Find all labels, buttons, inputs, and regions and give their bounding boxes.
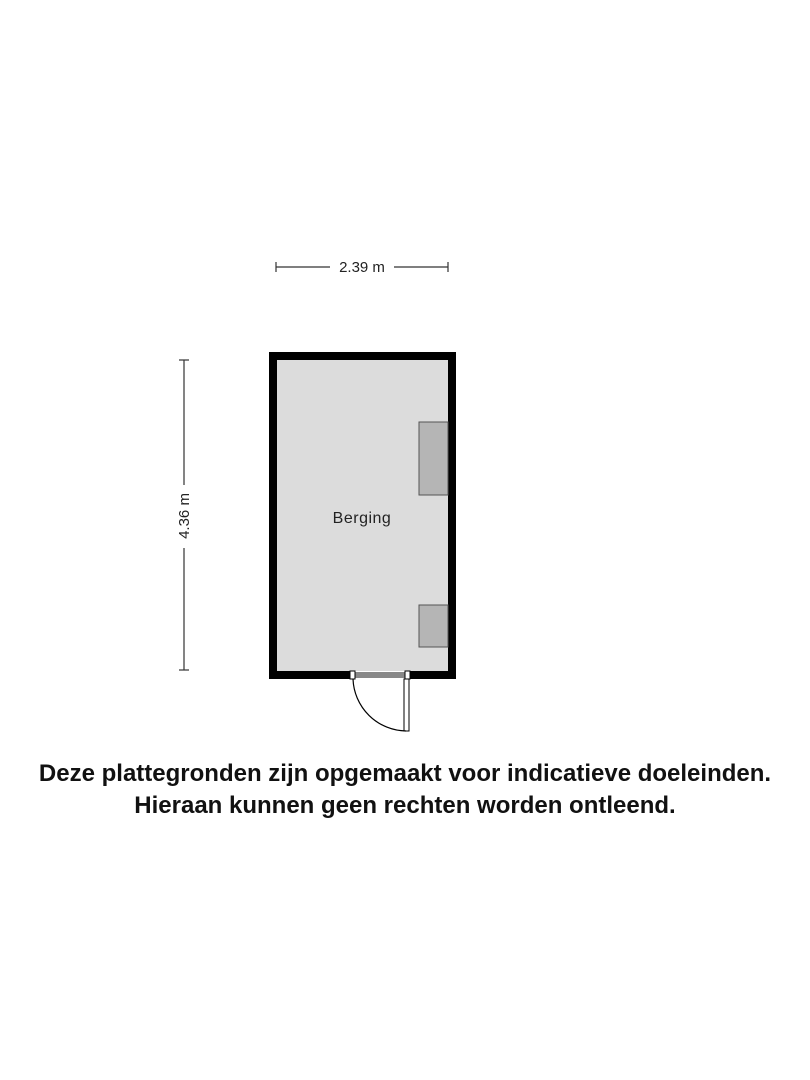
door-swing-arc: [353, 679, 406, 731]
door-jamb-left: [350, 671, 355, 679]
width-dimension: [276, 259, 448, 276]
disclaimer-line-1: Deze plattegronden zijn opgemaakt voor indicatieve doeleinden.: [38, 760, 772, 787]
door-jamb-right: [405, 671, 410, 679]
height-dimension-label: 4.36 m: [176, 493, 193, 539]
fixture-upper: [419, 422, 448, 495]
door-leaf: [404, 679, 409, 731]
room-label: Berging: [332, 510, 392, 527]
height-dimension: [176, 360, 193, 670]
door-threshold: [355, 672, 405, 678]
width-dimension-label: 2.39 m: [339, 259, 385, 276]
disclaimer-line-2: Hieraan kunnen geen rechten worden ontleend.: [134, 792, 676, 819]
room-berging: [269, 352, 456, 731]
fixture-lower: [419, 605, 448, 647]
